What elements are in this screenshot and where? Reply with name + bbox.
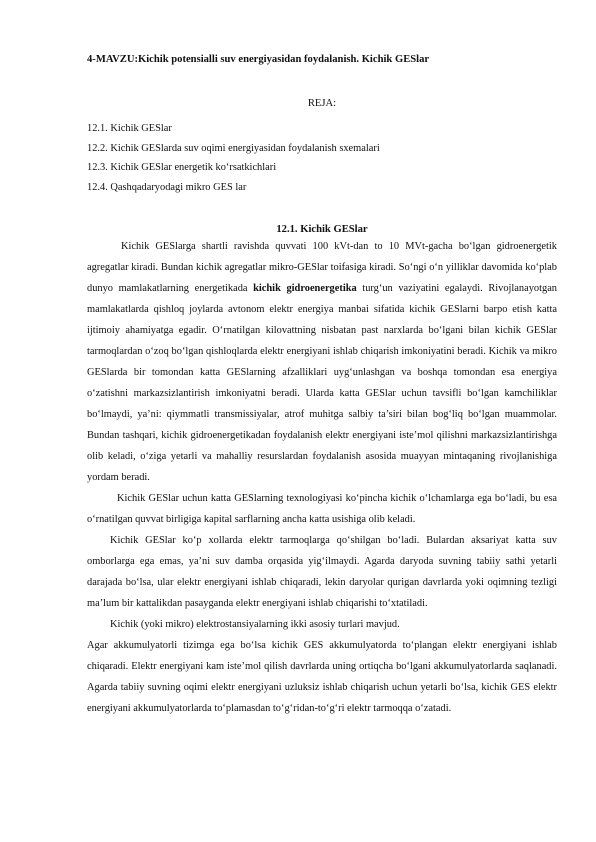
section-heading: 12.1. Kichik GESlar (276, 224, 368, 235)
plan-list (87, 119, 380, 197)
paragraph-technology: Kichik GESlar uchun katta GESlarning texnologiyasi koʻpincha kichik oʻlchamlarga ega boʻladi, bu esa oʻrnatilgan quvvat birligiga kapital sarflarning ancha katta usishiga olib keladi. (87, 493, 557, 525)
section-body (87, 236, 557, 719)
document-title: 4-MAVZU:Kichik potensialli suv energiyasidan foydalanish. Kichik GESlar (87, 54, 430, 65)
plan-heading: REJA: (307, 98, 337, 109)
paragraph-intro-text-a: Kichik GESlarga shartli ravishda quvvati 100 kVt-dan to 10 MVt-gacha boʻlgan gidroenergetik agregatlar kiradi. Bundan kichik agregatlar mikro-GESlar toifasiga kiradi. Soʻngi oʻn yilliklar davomida koʻplab dunyo mamlakatlarning energetikada (87, 241, 557, 294)
paragraph-accumulator: Agar akkumulyatorli tizimga ega boʻlsa kichik GES akkumulyatorda toʻplangan elektr energiyani ishlab chiqaradi. Elektr energiyani kam iste’mol qilish davrlarda uning ortiqcha boʻlgani akkumulyatorlarda saqlanadi. Agarda tabiiy suvning oqimi elektr energiyani uzluksiz ishlab chiqarish uchun yetarli boʻlsa, kichik GES elektr energiyani akkumulyatorlarda toʻplamasdan toʻgʻridan-toʻgʻri elektr tarmoqqa oʻzatadi. (87, 640, 557, 714)
plan-item: 12.4. Qashqadaryodagi mikro GES lar (87, 181, 247, 193)
plan-item: 12.1. Kichik GESlar (87, 123, 172, 134)
paragraph-intro (87, 236, 557, 488)
paragraph-intro-text-b: turgʻun vaziyatini egalaydi. Rivojlanayotgan mamlakatlarda qishloq joylarda avtonom elektr energiya manbai sifatida kichik GESlarni barpo etish katta ijtimoiy ahamiyatga egadir. Oʻrnatilgan kilovattning nisbatan past narxlarda boʻlgani bilan kichik GESlar tarmoqlardan oʻzoq boʻlgan qishloqlarda elektr energiyani ishlab chiqarish imkoniyatini beradi. Kichik va mikro GESlarda bir tomondan katta GESlarning afzalliklari uygʻunlashgan va boshqa tomondan esa energiya oʻzatishni markazsizlantirish imkoniyatni beradi. Ularda katta GESlar uchun tavsifli boʻlgan kamchiliklar boʻlmaydi, ya’ni: qiymmatli transmissiyalar, atrof muhitga salbiy ta’siri bilan bogʻliq boʻlgan muammolar. Bundan tashqari, kichik gidroenergetikadan foydalanish elektr energiyani iste’mol qilishni markazsizlantirishga olib keladi, oʻziga yetarli va mahalliy resurslardan foydalanish asosida muayyan mintaqaning rivojlanishiga yordam beradi. (87, 283, 557, 483)
plan-item: 12.2. Kichik GESlarda suv oqimi energiyasidan foydalanish sxemalari (87, 142, 380, 154)
paragraph-types: Kichik (yoki mikro) elektrostansiyalarning ikki asosiy turlari mavjud. (110, 619, 400, 630)
plan-item: 12.3. Kichik GESlar energetik koʻrsatkichlari (87, 162, 277, 174)
paragraph-grid: Kichik GESlar koʻp xollarda elektr tarmoqlarga qoʻshilgan boʻladi. Bulardan aksariyat katta suv omborlarga ega emas, ya’ni suv damba orqasida yigʻilmaydi. Agarda daryoda suvning tabiiy sathi yetarli darajada boʻlsa, ular elektr energiyani ishlab chiqaradi, lekin daryolar qurigan davrlarda yoki oqimning tezligi ma’lum bir kattalikdan pasayganda elektr energiyani ishlab chiqarishi toʻxtatiladi. (87, 535, 557, 609)
paragraph-intro-bold: kichik gidroenergetika (253, 283, 357, 294)
